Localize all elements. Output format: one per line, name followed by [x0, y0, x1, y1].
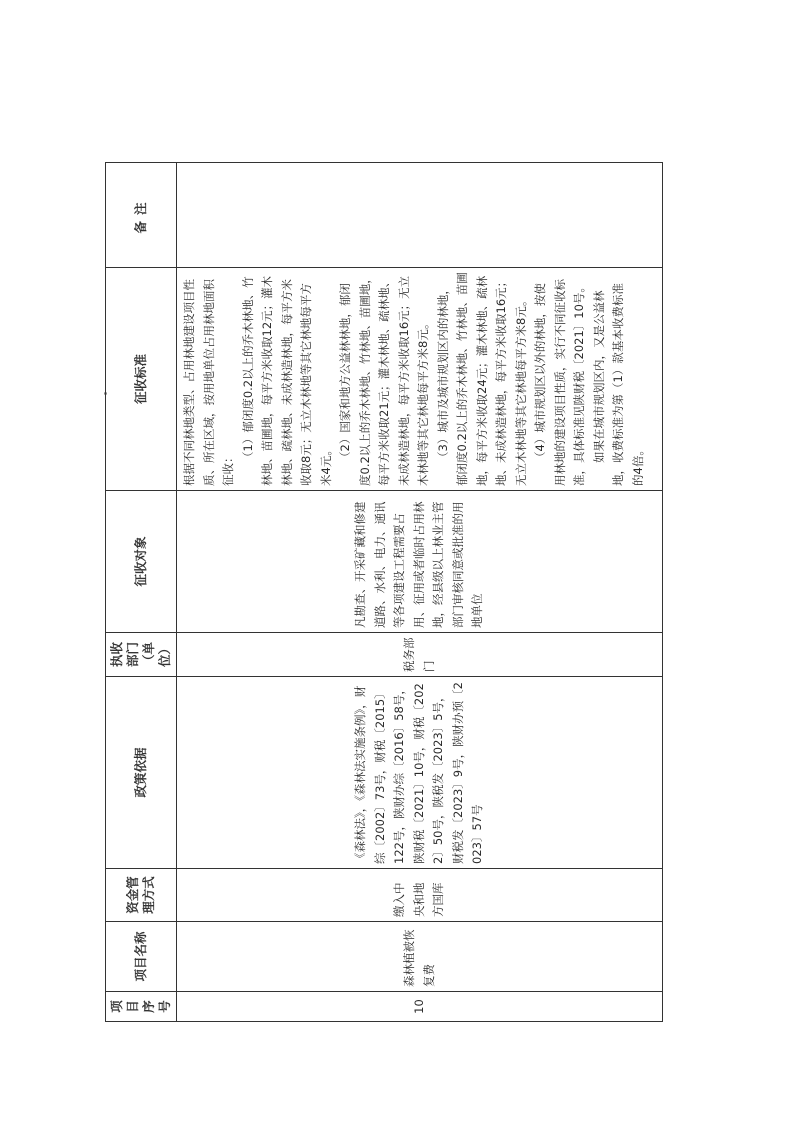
- header-note: 备注: [106, 163, 177, 268]
- cell-name: 森林植被恢复费: [177, 922, 663, 992]
- cell-criteria: [177, 268, 663, 491]
- table-row: [177, 163, 663, 1022]
- criteria-item-4: （4）城市规划区以外的林地，按使用林地的建设项目性质，实行不同征收标准，具体标准见陕财税〔2021〕10号。: [533, 279, 586, 486]
- cell-target: 凡勘查、开采矿藏和修建道路、水利、电力、通讯等各项建设工程需要占用、征用或者临时占用林地，经县级以上林业主管部门审核同意或批准的用地单位: [177, 491, 663, 633]
- header-row: [106, 163, 177, 1022]
- cell-dept: 税务部门: [177, 633, 663, 677]
- header-seq: 项目序号: [106, 992, 177, 1022]
- rotated-table-container: [105, 163, 663, 1022]
- criteria-item-2: （2）国家和地方公益林林地，郁闭度0.2以上的乔木林地、竹林地、苗圃地，每平方米收取21元；灌木林地、疏林地、未成林造林地，每平方米收取16元；无立木林地等其它林地每平方米8元。: [338, 272, 430, 486]
- criteria-item-1: （1）郁闭度0.2以上的乔木林地、竹林地、苗圃地，每平方米收取12元；灌木林地、疏林地、未成林造林地，每平方米收取8元；无立木林地等其它林地每平方米4元。: [240, 275, 333, 486]
- header-name: 项目名称: [106, 922, 177, 992]
- header-criteria: 征收标准: [106, 268, 177, 491]
- cell-basis: 《森林法》，《森林法实施条例》，财综〔2002〕73号，财税〔2015〕122号，陕财办综〔2016〕58号，陕财税〔2021〕10号，财税〔2022〕50号，陕税发〔2023〕5号，财税发〔2023〕9号，陕财办预〔2023〕57号: [177, 677, 663, 869]
- cell-fund: 缴入中央和地方国库: [177, 869, 663, 922]
- header-target: 征收对象: [106, 491, 177, 633]
- fee-standard-table: [105, 162, 663, 1022]
- cell-note: [177, 163, 663, 268]
- header-basis: 政策依据: [106, 677, 177, 869]
- header-fund: 资金管理方式: [106, 869, 177, 922]
- criteria-extra: 如果在城市规划区内，又是公益林地，收费标准为第（1）款基本收费标准的4倍。: [591, 283, 645, 486]
- criteria-item-3: （3）城市及城市规划区内的林地，郁闭度0.2以上的乔木林地、竹林地、苗圃地，每平方米收取24元；灌木林地、疏林地、未成林造林地，每平方米收取16元；无立木林地等其它林地每平方米8元。: [435, 272, 528, 486]
- header-dept: 执收部门（单位）: [106, 633, 177, 677]
- cell-seq: 10: [177, 992, 663, 1022]
- criteria-intro: 根据不同林地类型、占用林地建设项目性质、所在区域，按用地单位占用林地面积征收：: [182, 279, 235, 486]
